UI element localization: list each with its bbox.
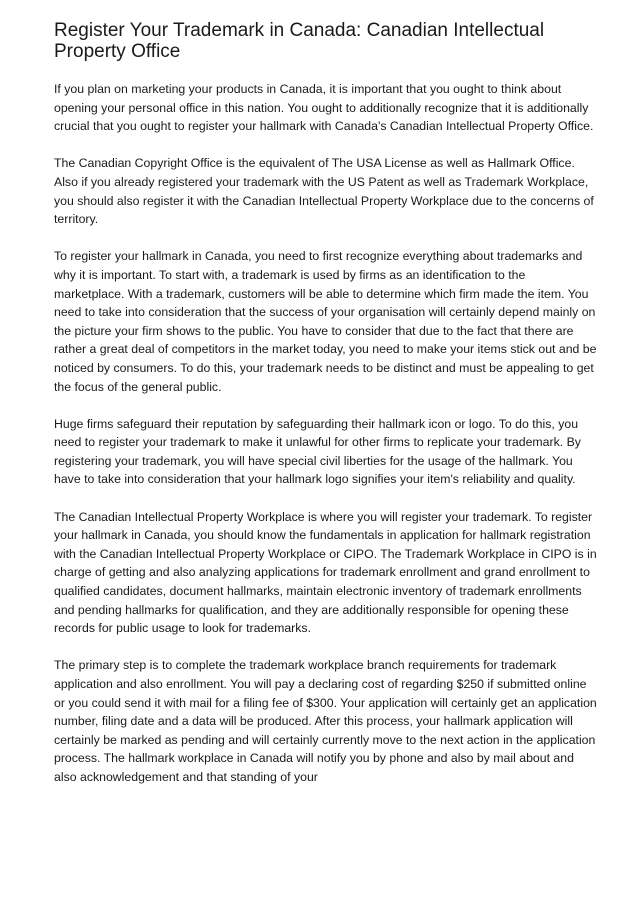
paragraph-primary-step: The primary step is to complete the trademark workplace branch requirements for trademark application and also enrollment. You will pay a declaring cost of regarding $250 if submitted online or you could send it with mail for a filing fee of $300. Your application will certainly get an application number, filing date and a data will be produced. After this process, your hallmark application will certainly be marked as pending and will certainly currently move to the next action in the application process. The hallmark workplace in Canada will notify you by phone and also by mail about and also acknowledgement and that standing of your [54, 658, 597, 784]
document-page [54, 20, 599, 805]
paragraph-huge-firms: Huge firms safeguard their reputation by safeguarding their hallmark icon or logo. To do this, you need to register your trademark to make it unlawful for other firms to replicate your trademark. By registering your trademark, you will have special civil liberties for the usage of the hallmark. You have to take into consideration that your hallmark logo signifies your item's reliability and quality. [54, 416, 581, 487]
paragraph-copyright-office: The Canadian Copyright Office is the equivalent of The USA License as well as Hallmark Office. Also if you already registered your trademark with the US Patent as well as Trademark Workplace, you should also register it with the Canadian Intellectual Property Workplace due to the concerns of territory. [54, 156, 594, 227]
paragraph-register-hallmark: To register your hallmark in Canada, you need to first recognize everything about trademarks and why it is important. To start with, a trademark is used by firms as an identification to the marketplace. With a trademark, customers will be able to determine which firm made the item. You need to take into consideration that the success of your organisation will certainly depend mainly on the picture your firm shows to the public. You have to consider that due to the fact that there are rather a great deal of competitors in the market today, you need to make your items stick out and be noticed by consumers. To do this, your trademark needs to be distinct and must be appealing to get the focus of the general public. [54, 249, 597, 394]
paragraph-intro: If you plan on marketing your products in Canada, it is important that you ought to think about opening your personal office in this nation. You ought to additionally recognize that it is additionally crucial that you ought to register your hallmark with Canada's Canadian Intellectual Property Office. [54, 82, 594, 134]
page-title: Register Your Trademark in Canada: Canadian Intellectual Property Office [54, 20, 545, 62]
paragraph-cipo: The Canadian Intellectual Property Workplace is where you will register your trademark. To register your hallmark in Canada, you should know the fundamentals in application for hallmark registration with the Canadian Intellectual Property Workplace or CIPO. The Trademark Workplace in CIPO is in charge of getting and also analyzing applications for trademark enrollment and grand enrollment to qualified candidates, document hallmarks, maintain electronic inventory of trademark enrollments and pending hallmarks for qualification, and they are additionally responsible for opening these records for public usage to look for trademarks. [54, 509, 597, 636]
